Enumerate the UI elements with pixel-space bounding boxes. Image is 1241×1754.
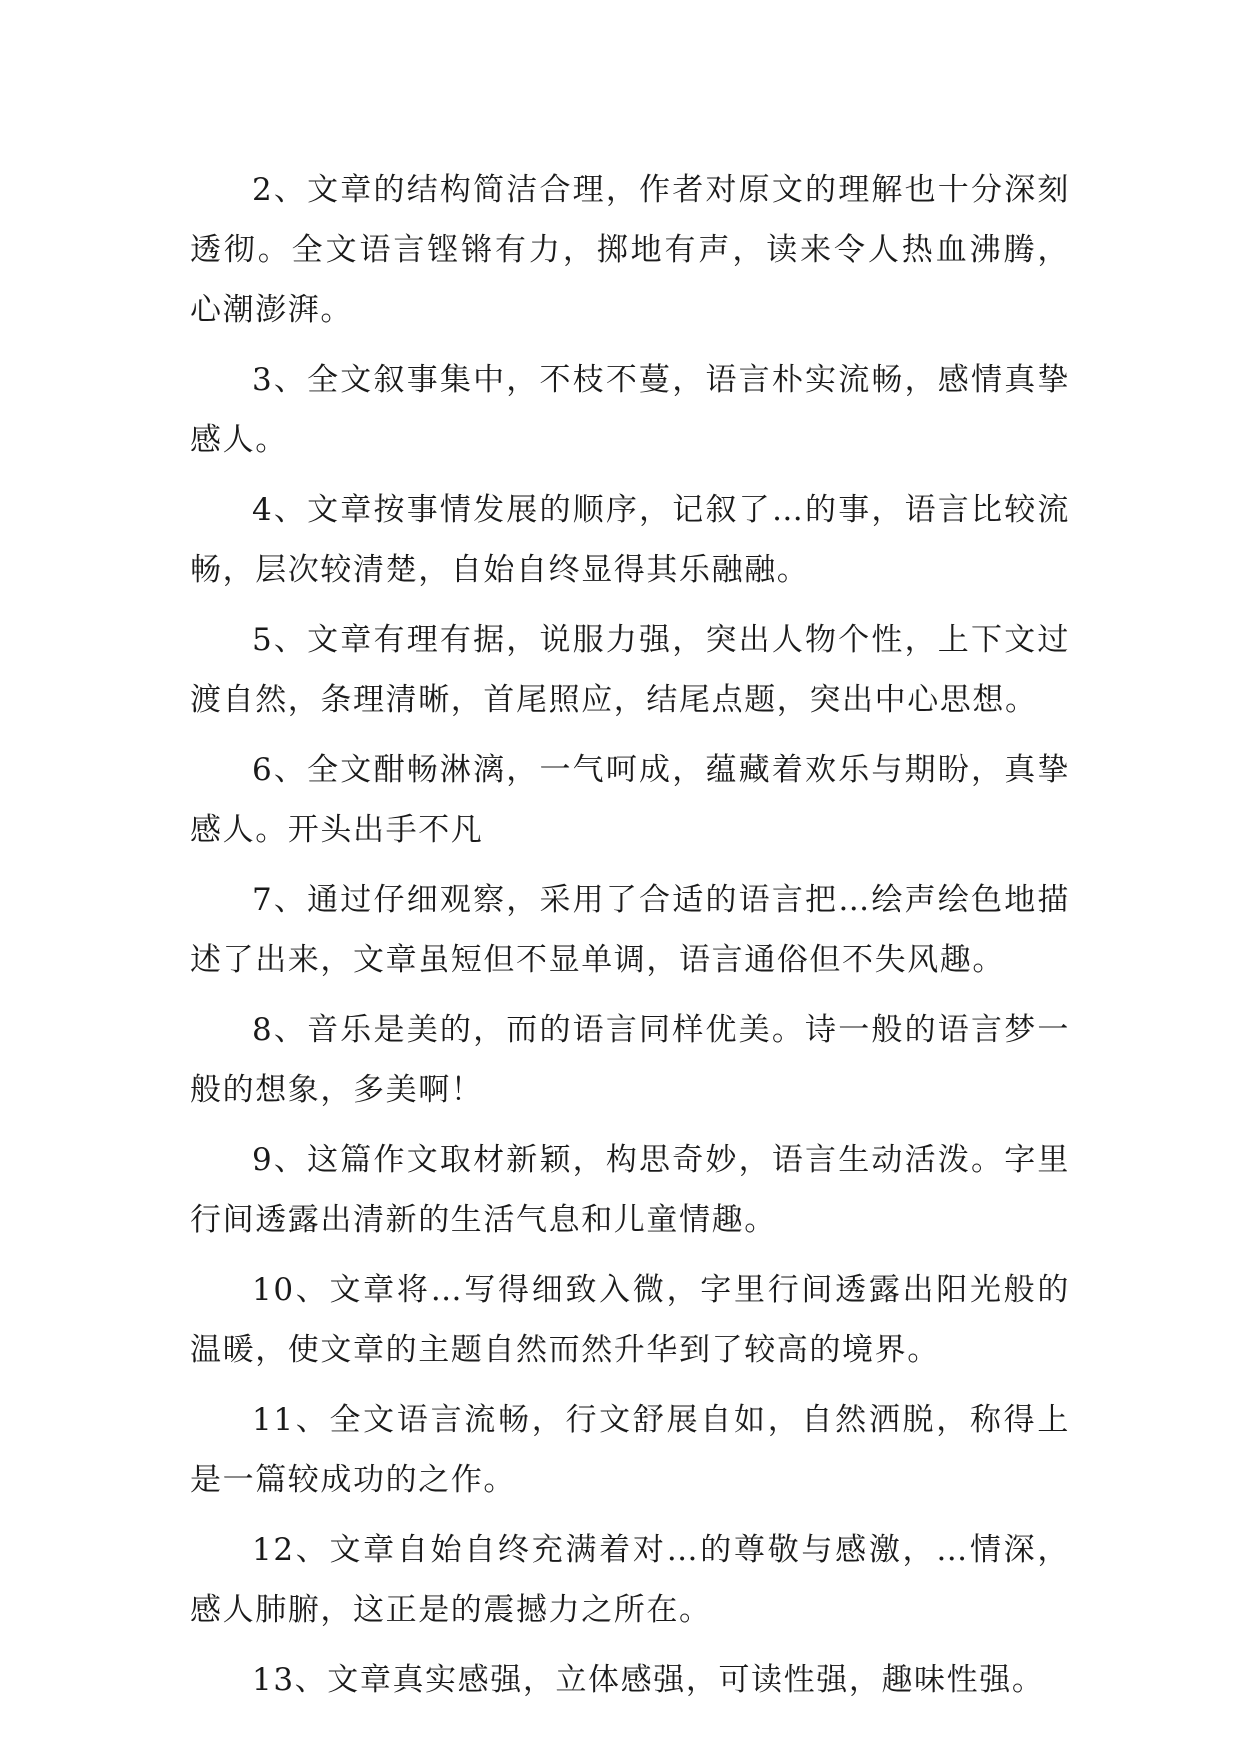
paragraph-12: 12、文章自始自终充满着对…的尊敬与感激，…情深，感人肺腑，这正是的震撼力之所在。 [190, 1532, 1070, 1628]
paragraph-13: 13、文章真实感强，立体感强，可读性强，趣味性强。 [252, 1662, 1045, 1698]
paragraph-7: 7、通过仔细观察，采用了合适的语言把…绘声绘色地描述了出来，文章虽短但不显单调，语言通俗但不失风趣。 [190, 882, 1070, 978]
paragraph-6: 6、全文酣畅淋漓，一气呵成，蕴藏着欢乐与期盼，真挚感人。开头出手不凡 [190, 752, 1070, 848]
paragraph-2: 2、文章的结构简洁合理，作者对原文的理解也十分深刻透彻。全文语言铿锵有力，掷地有声，读来令人热血沸腾，心潮澎湃。 [190, 172, 1070, 328]
paragraph-5: 5、文章有理有据，说服力强，突出人物个性，上下文过渡自然，条理清晰，首尾照应，结尾点题，突出中心思想。 [190, 622, 1070, 718]
paragraph-10: 10、文章将…写得细致入微，字里行间透露出阳光般的温暖，使文章的主题自然而然升华到了较高的境界。 [190, 1272, 1070, 1368]
paragraph-8: 8、音乐是美的，而的语言同样优美。诗一般的语言梦一般的想象，多美啊！ [190, 1012, 1070, 1108]
paragraph-3: 3、全文叙事集中，不枝不蔓，语言朴实流畅，感情真挚感人。 [190, 362, 1070, 458]
paragraph-4: 4、文章按事情发展的顺序，记叙了…的事，语言比较流畅，层次较清楚，自始自终显得其乐融融。 [190, 492, 1070, 588]
paragraph-9: 9、这篇作文取材新颖，构思奇妙，语言生动活泼。字里行间透露出清新的生活气息和儿童情趣。 [190, 1142, 1070, 1238]
document-body [190, 160, 1070, 1720]
paragraph-11: 11、全文语言流畅，行文舒展自如，自然洒脱，称得上是一篇较成功的之作。 [190, 1402, 1070, 1498]
